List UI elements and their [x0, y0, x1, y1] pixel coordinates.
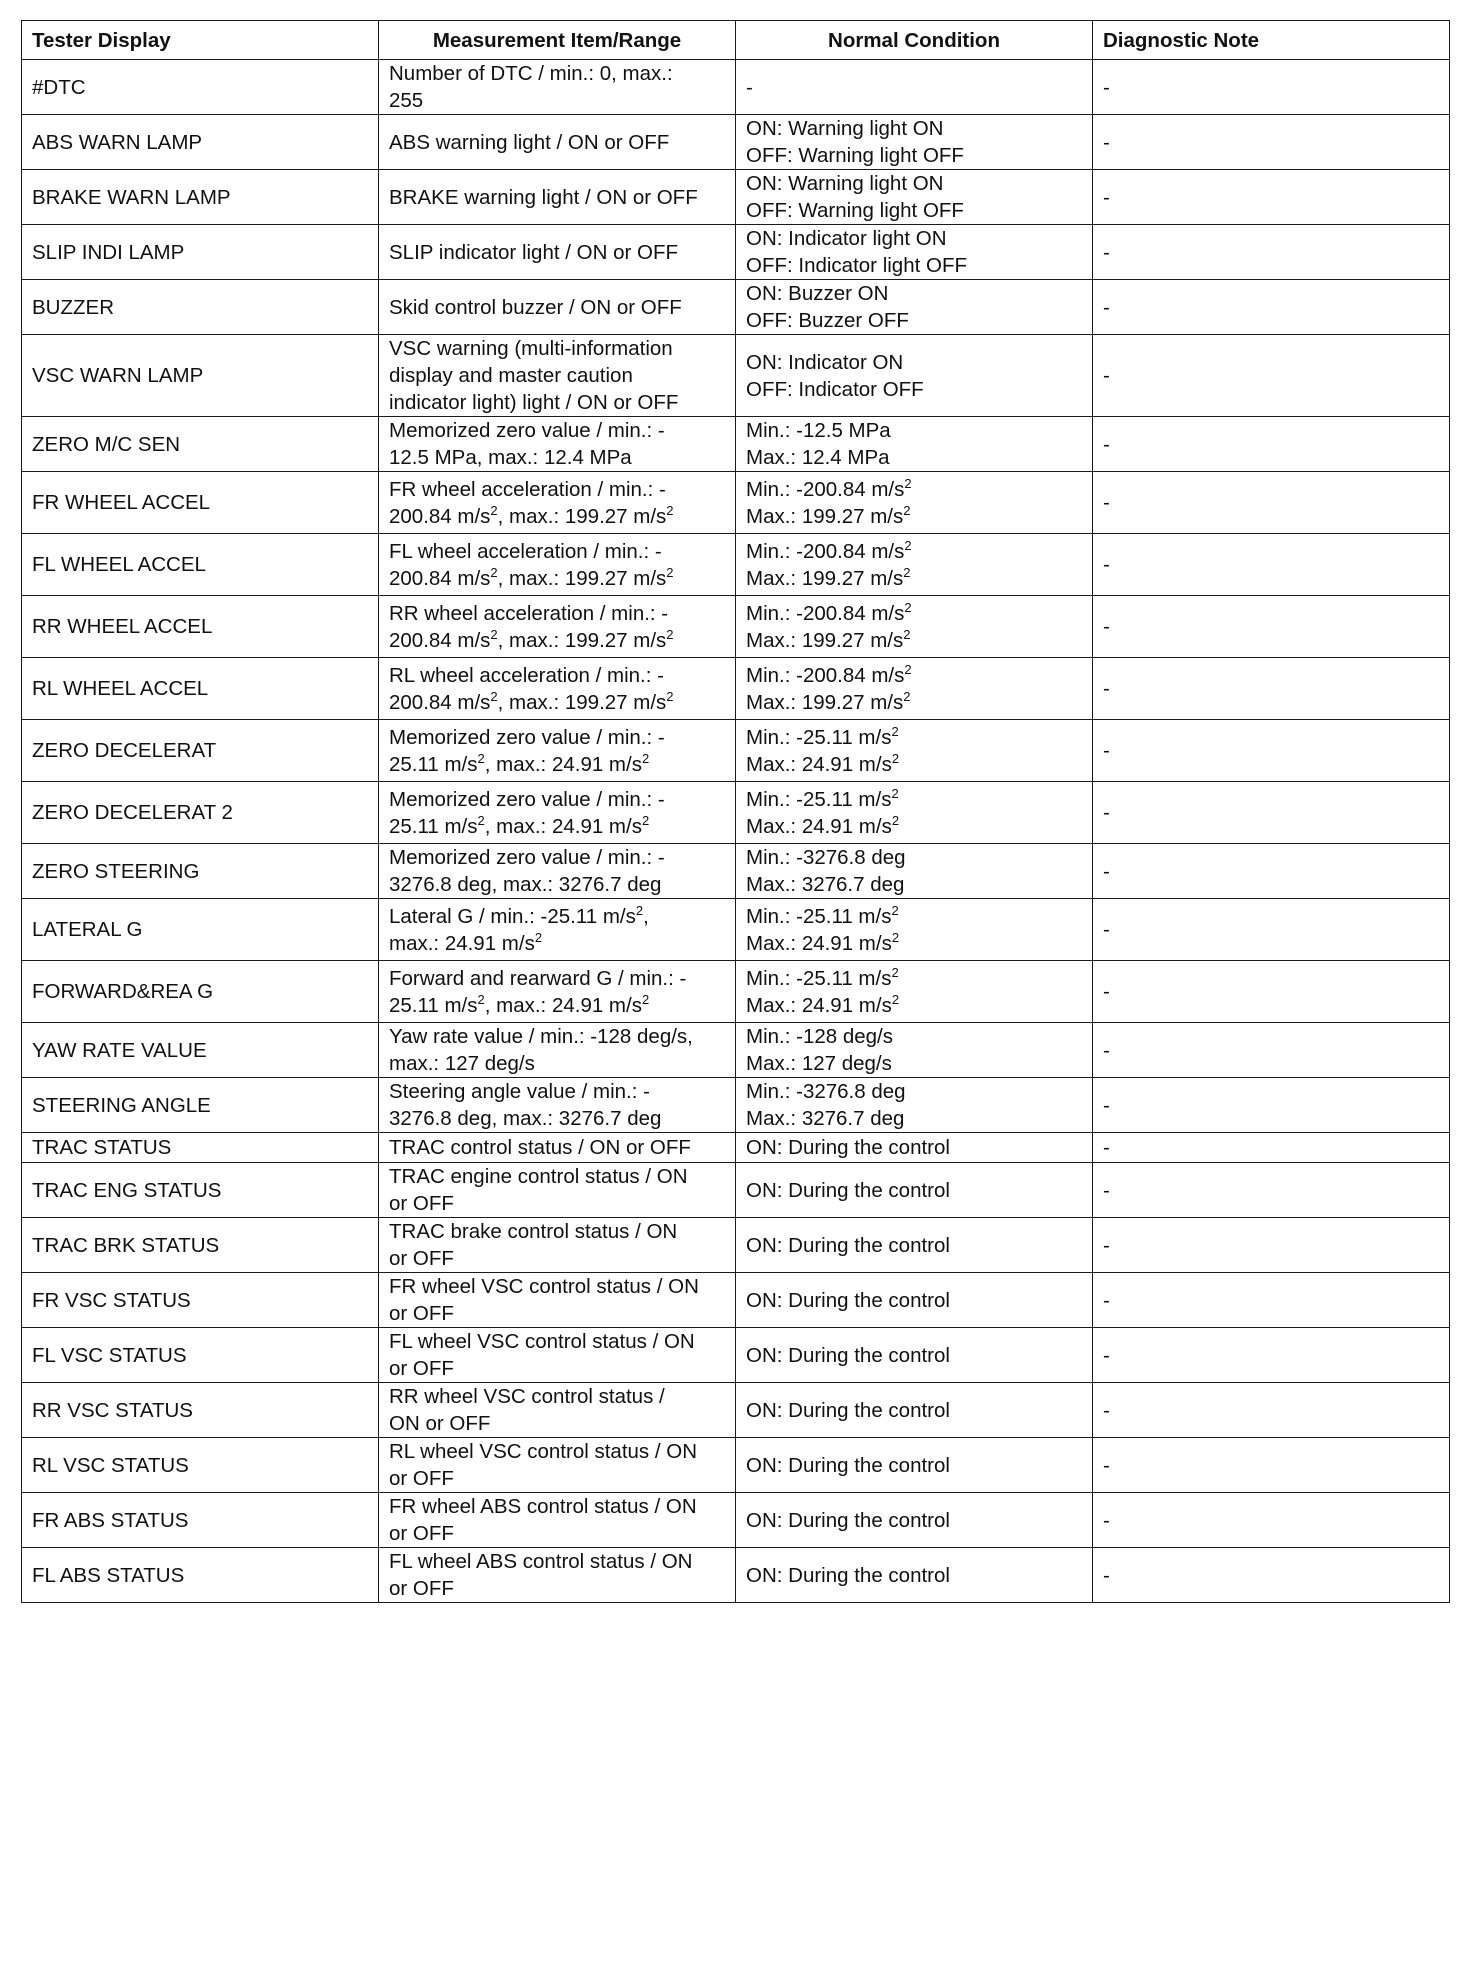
- cell-tester-display: ABS WARN LAMP: [22, 115, 379, 170]
- cell-diagnostic-note: -: [1093, 1163, 1450, 1218]
- cell-normal-condition: Min.: -25.11 $m/s^2$ Max.: 24.91 $m/s^2$: [736, 782, 1093, 844]
- cell-tester-display: FR WHEEL ACCEL: [22, 472, 379, 534]
- cell-diagnostic-note: -: [1093, 417, 1450, 472]
- cell-normal-condition: ON: During the control: [736, 1493, 1093, 1548]
- cell-measurement-item: TRAC control status / ON or OFF: [379, 1133, 736, 1163]
- cell-tester-display: FR ABS STATUS: [22, 1493, 379, 1548]
- table-row: [22, 472, 1450, 534]
- cell-diagnostic-note: -: [1093, 534, 1450, 596]
- cell-tester-display: RR WHEEL ACCEL: [22, 596, 379, 658]
- cell-diagnostic-note: -: [1093, 170, 1450, 225]
- header-tester-display: Tester Display: [22, 21, 379, 60]
- cell-diagnostic-note: -: [1093, 720, 1450, 782]
- cell-diagnostic-note: -: [1093, 1133, 1450, 1163]
- cell-diagnostic-note: -: [1093, 472, 1450, 534]
- cell-diagnostic-note: -: [1093, 1328, 1450, 1383]
- cell-normal-condition: ON: During the control: [736, 1218, 1093, 1273]
- cell-measurement-item: Memorized zero value / min.: - 12.5 MPa, max.: 12.4 MPa: [379, 417, 736, 472]
- cell-measurement-item: Steering angle value / min.: - 3276.8 deg, max.: 3276.7 deg: [379, 1078, 736, 1133]
- cell-diagnostic-note: -: [1093, 658, 1450, 720]
- cell-normal-condition: Min.: -128 deg/s Max.: 127 deg/s: [736, 1023, 1093, 1078]
- cell-diagnostic-note: -: [1093, 961, 1450, 1023]
- cell-normal-condition: ON: Warning light ON OFF: Warning light OFF: [736, 115, 1093, 170]
- table-row: [22, 534, 1450, 596]
- table-header-row: [22, 21, 1450, 60]
- cell-tester-display: VSC WARN LAMP: [22, 335, 379, 417]
- cell-diagnostic-note: -: [1093, 782, 1450, 844]
- cell-diagnostic-note: -: [1093, 844, 1450, 899]
- table-row: [22, 1023, 1450, 1078]
- data-list-table: [21, 20, 1450, 1603]
- cell-normal-condition: Min.: -25.11 $m/s^2$ Max.: 24.91 $m/s^2$: [736, 899, 1093, 961]
- cell-measurement-item: FR wheel acceleration / min.: - 200.84 $m/s^2$, max.: 199.27 $m/s^2$: [379, 472, 736, 534]
- cell-diagnostic-note: -: [1093, 1383, 1450, 1438]
- cell-tester-display: TRAC BRK STATUS: [22, 1218, 379, 1273]
- cell-normal-condition: -: [736, 60, 1093, 115]
- cell-diagnostic-note: -: [1093, 1548, 1450, 1603]
- cell-measurement-item: RL wheel VSC control status / ON or OFF: [379, 1438, 736, 1493]
- cell-diagnostic-note: -: [1093, 335, 1450, 417]
- table-row: [22, 1273, 1450, 1328]
- cell-normal-condition: ON: During the control: [736, 1548, 1093, 1603]
- cell-tester-display: FR VSC STATUS: [22, 1273, 379, 1328]
- cell-measurement-item: Skid control buzzer / ON or OFF: [379, 280, 736, 335]
- cell-tester-display: TRAC ENG STATUS: [22, 1163, 379, 1218]
- cell-measurement-item: BRAKE warning light / ON or OFF: [379, 170, 736, 225]
- cell-normal-condition: ON: During the control: [736, 1328, 1093, 1383]
- header-normal-condition: Normal Condition: [736, 21, 1093, 60]
- header-measurement-item: Measurement Item/Range: [379, 21, 736, 60]
- cell-diagnostic-note: -: [1093, 596, 1450, 658]
- table-row: [22, 1163, 1450, 1218]
- table-row: [22, 115, 1450, 170]
- table-row: [22, 844, 1450, 899]
- header-diagnostic-note: Diagnostic Note: [1093, 21, 1450, 60]
- cell-normal-condition: Min.: -25.11 $m/s^2$ Max.: 24.91 $m/s^2$: [736, 720, 1093, 782]
- cell-diagnostic-note: -: [1093, 115, 1450, 170]
- table-row: [22, 596, 1450, 658]
- cell-measurement-item: FL wheel acceleration / min.: - 200.84 $m/s^2$, max.: 199.27 $m/s^2$: [379, 534, 736, 596]
- cell-diagnostic-note: -: [1093, 60, 1450, 115]
- cell-normal-condition: ON: During the control: [736, 1438, 1093, 1493]
- table-row: [22, 658, 1450, 720]
- cell-tester-display: RL WHEEL ACCEL: [22, 658, 379, 720]
- cell-tester-display: ZERO STEERING: [22, 844, 379, 899]
- table-row: [22, 1328, 1450, 1383]
- cell-measurement-item: RR wheel acceleration / min.: - 200.84 $m/s^2$, max.: 199.27 $m/s^2$: [379, 596, 736, 658]
- cell-measurement-item: Forward and rearward G / min.: - 25.11 $m/s^2$, max.: 24.91 $m/s^2$: [379, 961, 736, 1023]
- cell-normal-condition: Min.: -200.84 $m/s^2$ Max.: 199.27 $m/s^2$: [736, 534, 1093, 596]
- cell-normal-condition: ON: Indicator ON OFF: Indicator OFF: [736, 335, 1093, 417]
- cell-diagnostic-note: -: [1093, 1218, 1450, 1273]
- cell-normal-condition: Min.: -25.11 $m/s^2$ Max.: 24.91 $m/s^2$: [736, 961, 1093, 1023]
- table-row: [22, 225, 1450, 280]
- table-row: [22, 1383, 1450, 1438]
- table-row: [22, 961, 1450, 1023]
- cell-measurement-item: FL wheel VSC control status / ON or OFF: [379, 1328, 736, 1383]
- cell-tester-display: STEERING ANGLE: [22, 1078, 379, 1133]
- table-body: [22, 60, 1450, 1603]
- cell-diagnostic-note: -: [1093, 1438, 1450, 1493]
- cell-tester-display: FL ABS STATUS: [22, 1548, 379, 1603]
- cell-tester-display: RL VSC STATUS: [22, 1438, 379, 1493]
- table-row: [22, 1438, 1450, 1493]
- cell-normal-condition: ON: During the control: [736, 1273, 1093, 1328]
- cell-measurement-item: TRAC brake control status / ON or OFF: [379, 1218, 736, 1273]
- cell-normal-condition: Min.: -12.5 MPa Max.: 12.4 MPa: [736, 417, 1093, 472]
- cell-measurement-item: FR wheel ABS control status / ON or OFF: [379, 1493, 736, 1548]
- cell-measurement-item: Memorized zero value / min.: - 3276.8 deg, max.: 3276.7 deg: [379, 844, 736, 899]
- cell-measurement-item: SLIP indicator light / ON or OFF: [379, 225, 736, 280]
- table-row: [22, 1548, 1450, 1603]
- cell-tester-display: TRAC STATUS: [22, 1133, 379, 1163]
- cell-diagnostic-note: -: [1093, 1273, 1450, 1328]
- cell-normal-condition: Min.: -200.84 $m/s^2$ Max.: 199.27 $m/s^2$: [736, 658, 1093, 720]
- table-row: [22, 1078, 1450, 1133]
- cell-measurement-item: Lateral G / min.: -25.11 $m/s^2$, max.: 24.91 $m/s^2$: [379, 899, 736, 961]
- cell-tester-display: FL WHEEL ACCEL: [22, 534, 379, 596]
- cell-normal-condition: Min.: -200.84 $m/s^2$ Max.: 199.27 $m/s^2$: [736, 472, 1093, 534]
- table-row: [22, 170, 1450, 225]
- table-row: [22, 417, 1450, 472]
- cell-measurement-item: FR wheel VSC control status / ON or OFF: [379, 1273, 736, 1328]
- cell-diagnostic-note: -: [1093, 1493, 1450, 1548]
- table-row: [22, 720, 1450, 782]
- cell-tester-display: ZERO DECELERAT: [22, 720, 379, 782]
- cell-tester-display: #DTC: [22, 60, 379, 115]
- cell-diagnostic-note: -: [1093, 1023, 1450, 1078]
- cell-normal-condition: ON: Warning light ON OFF: Warning light OFF: [736, 170, 1093, 225]
- cell-measurement-item: RR wheel VSC control status / ON or OFF: [379, 1383, 736, 1438]
- cell-measurement-item: Memorized zero value / min.: - 25.11 $m/s^2$, max.: 24.91 $m/s^2$: [379, 782, 736, 844]
- cell-normal-condition: ON: During the control: [736, 1133, 1093, 1163]
- cell-tester-display: FORWARD&REA G: [22, 961, 379, 1023]
- cell-tester-display: ZERO DECELERAT 2: [22, 782, 379, 844]
- cell-diagnostic-note: -: [1093, 1078, 1450, 1133]
- cell-normal-condition: ON: Indicator light ON OFF: Indicator light OFF: [736, 225, 1093, 280]
- cell-measurement-item: TRAC engine control status / ON or OFF: [379, 1163, 736, 1218]
- cell-normal-condition: Min.: -3276.8 deg Max.: 3276.7 deg: [736, 844, 1093, 899]
- cell-tester-display: SLIP INDI LAMP: [22, 225, 379, 280]
- table-row: [22, 280, 1450, 335]
- table-row: [22, 1133, 1450, 1163]
- table-row: [22, 1493, 1450, 1548]
- table-row: [22, 1218, 1450, 1273]
- cell-diagnostic-note: -: [1093, 225, 1450, 280]
- cell-measurement-item: Memorized zero value / min.: - 25.11 $m/s^2$, max.: 24.91 $m/s^2$: [379, 720, 736, 782]
- cell-tester-display: FL VSC STATUS: [22, 1328, 379, 1383]
- cell-measurement-item: Yaw rate value / min.: -128 deg/s, max.: 127 deg/s: [379, 1023, 736, 1078]
- cell-tester-display: BRAKE WARN LAMP: [22, 170, 379, 225]
- cell-measurement-item: Number of DTC / min.: 0, max.: 255: [379, 60, 736, 115]
- cell-diagnostic-note: -: [1093, 899, 1450, 961]
- cell-tester-display: BUZZER: [22, 280, 379, 335]
- table-row: [22, 899, 1450, 961]
- cell-tester-display: LATERAL G: [22, 899, 379, 961]
- cell-normal-condition: ON: During the control: [736, 1163, 1093, 1218]
- table-row: [22, 782, 1450, 844]
- cell-tester-display: ZERO M/C SEN: [22, 417, 379, 472]
- cell-diagnostic-note: -: [1093, 280, 1450, 335]
- cell-normal-condition: Min.: -200.84 $m/s^2$ Max.: 199.27 $m/s^2$: [736, 596, 1093, 658]
- cell-normal-condition: ON: Buzzer ON OFF: Buzzer OFF: [736, 280, 1093, 335]
- cell-measurement-item: FL wheel ABS control status / ON or OFF: [379, 1548, 736, 1603]
- cell-normal-condition: ON: During the control: [736, 1383, 1093, 1438]
- table-row: [22, 335, 1450, 417]
- cell-normal-condition: Min.: -3276.8 deg Max.: 3276.7 deg: [736, 1078, 1093, 1133]
- table-row: [22, 60, 1450, 115]
- cell-measurement-item: RL wheel acceleration / min.: - 200.84 $m/s^2$, max.: 199.27 $m/s^2$: [379, 658, 736, 720]
- cell-measurement-item: ABS warning light / ON or OFF: [379, 115, 736, 170]
- cell-tester-display: RR VSC STATUS: [22, 1383, 379, 1438]
- cell-measurement-item: VSC warning (multi-information display and master caution indicator light) light / ON or OFF: [379, 335, 736, 417]
- cell-tester-display: YAW RATE VALUE: [22, 1023, 379, 1078]
